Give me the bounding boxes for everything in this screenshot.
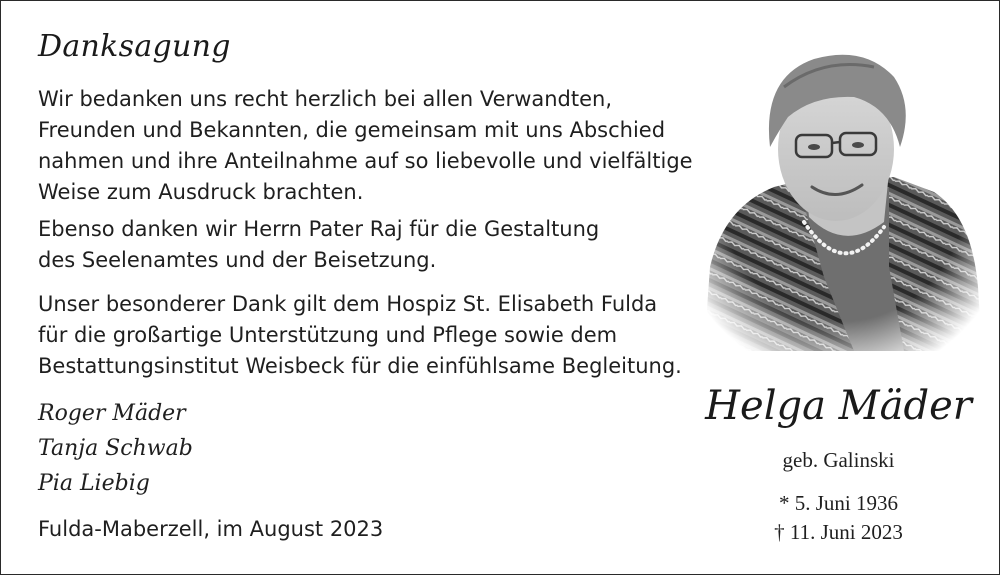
text-line: Freunden und Bekannten, die gemeinsam mit uns Abschied xyxy=(38,118,666,142)
thanks-paragraph-hospice xyxy=(38,289,738,382)
text-line: Wir bedanken uns recht herzlich bei allen Verwandten, xyxy=(38,87,613,111)
portrait-photo xyxy=(704,37,982,351)
text-line: Weise zum Ausdruck brachten. xyxy=(38,180,364,204)
deceased-name: Helga Mäder xyxy=(705,383,972,429)
maiden-name: geb. Galinski xyxy=(782,448,895,472)
signer-name: Tanja Schwab xyxy=(38,436,193,461)
signers-list xyxy=(38,396,193,501)
thanks-paragraph-relatives xyxy=(38,84,738,208)
text-line: nahmen und ihre Anteilnahme auf so liebevolle und vielfältige xyxy=(38,149,693,173)
place-and-date: Fulda-Maberzell, im August 2023 xyxy=(38,517,384,541)
text-line: Unser besonderer Dank gilt dem Hospiz St. Elisabeth Fulda xyxy=(38,292,658,316)
signer-name: Pia Liebig xyxy=(38,471,150,496)
text-line: Bestattungsinstitut Weisbeck für die einfühlsame Begleitung. xyxy=(38,354,682,378)
text-line: Ebenso danken wir Herrn Pater Raj für die Gestaltung xyxy=(38,217,600,241)
death-date: † 11. Juni 2023 xyxy=(774,520,903,544)
life-dates xyxy=(701,489,976,547)
heading-danksagung: Danksagung xyxy=(38,29,231,64)
signer-name: Roger Mäder xyxy=(38,401,186,426)
birth-date: * 5. Juni 1936 xyxy=(778,491,898,515)
thanks-paragraph-pastor xyxy=(38,214,738,276)
text-line: für die großartige Unterstützung und Pflege sowie dem xyxy=(38,323,618,347)
text-line: des Seelenamtes und der Beisetzung. xyxy=(38,248,437,272)
